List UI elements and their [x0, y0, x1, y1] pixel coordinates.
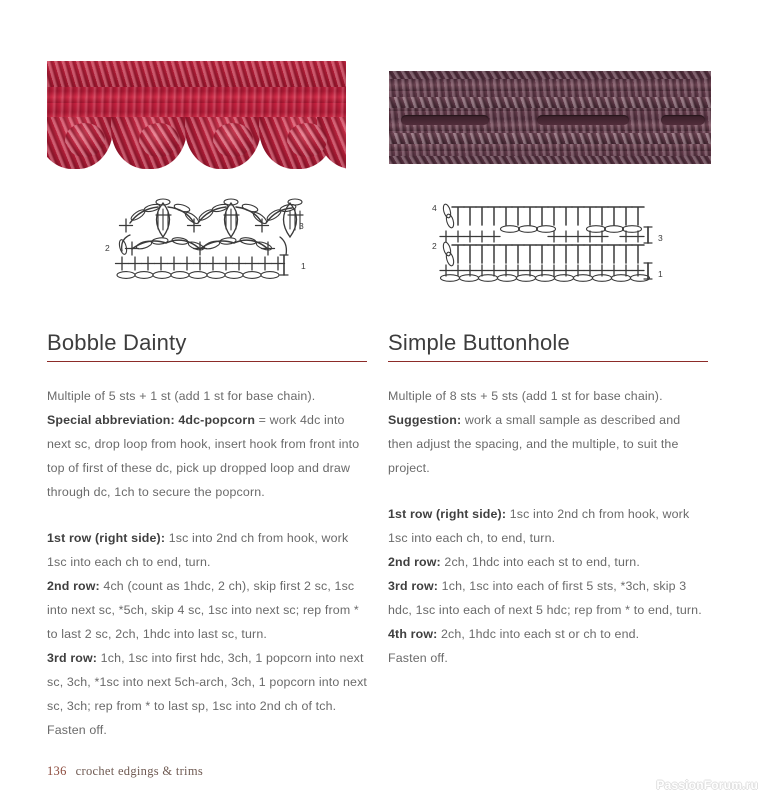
suggestion-text: work a small sample as described and then adjust the spacing, and the multiple, to suit the project.: [388, 413, 681, 476]
popcorn-symbol: [224, 199, 239, 237]
row-label-3: 3: [299, 221, 304, 231]
popcorn-symbol: [156, 199, 171, 237]
bobble-top-row: [47, 61, 346, 87]
special-abbreviation-label: Special abbreviation: 4dc-popcorn: [47, 413, 256, 428]
row-text: 1ch, 1sc into first hdc, 3ch, 1 popcorn into next sc, 3ch, *1sc into next 5ch-arch, 3ch, 1 popcorn into next sc, 3ch; rep from * to last sp, 1sc into 2nd ch of tch.: [47, 651, 368, 714]
row-label-2: 2: [432, 241, 437, 251]
row-label: 2nd row:: [47, 579, 100, 594]
row-instruction: [388, 622, 708, 646]
special-abbreviation-line: [47, 408, 367, 504]
buttonhole-swatch-image: [389, 71, 711, 164]
pattern-body-bobble-dainty: [47, 384, 367, 742]
chain-row: [441, 275, 650, 282]
row-label-2: 2: [105, 243, 110, 253]
row-instruction: [47, 646, 367, 718]
row3-popcorn: [120, 199, 304, 237]
multiple-line: Multiple of 5 sts + 1 st (add 1 st for base chain).: [47, 389, 316, 404]
bobble-dainty-swatch: [47, 61, 346, 171]
bobble-knot: [65, 123, 105, 157]
row-label: 3rd row:: [47, 651, 98, 666]
chart-row-numbers: [432, 203, 663, 279]
page-title-simple-buttonhole: Simple Buttonhole: [388, 330, 570, 355]
chain-row: [117, 272, 279, 279]
page-title-bobble-dainty: Bobble Dainty: [47, 330, 187, 355]
page-number: 136: [47, 764, 67, 778]
buttonhole-slit: [661, 115, 705, 125]
row-instruction: [388, 574, 708, 622]
bobble-swatch-image: [47, 61, 346, 171]
row-label: 1st row (right side):: [47, 531, 166, 546]
buttonhole-slit: [537, 115, 629, 125]
row-label: 2nd row:: [388, 555, 441, 570]
row1-single-crochet: [440, 265, 644, 276]
row-instruction: [47, 526, 367, 574]
row-text: 1ch, 1sc into each of first 5 sts, *3ch, skip 3 hdc, 1sc into each of next 5 hdc; rep from * to end, turn.: [388, 579, 702, 618]
buttonhole-band: [389, 133, 711, 144]
row3-edge: [644, 227, 652, 243]
row-text: 2ch, 1hdc into each st to end, turn.: [440, 555, 640, 570]
row-label: 4th row:: [388, 627, 438, 642]
page-footer: [47, 764, 203, 779]
paragraph-gap: [47, 504, 367, 526]
pattern-body-simple-buttonhole: [388, 384, 708, 670]
row-label-1: 1: [301, 261, 306, 271]
row4-half-double-crochet: [452, 207, 644, 225]
row-label-3: 3: [658, 233, 663, 243]
row-label: 3rd row:: [388, 579, 439, 594]
special-abbreviation-text: = work 4dc into next sc, drop loop from hook, insert hook from front into top of first of these dc, pick up dropped loop and draw through dc, 1ch to secure the popcorn.: [47, 413, 360, 500]
fasten-off-line: Fasten off.: [47, 723, 107, 738]
row3-buttonhole-arch: [501, 226, 642, 233]
bobble-dainty-chart: [104, 193, 310, 285]
simple-buttonhole-chart: [428, 193, 682, 285]
row-text: 2ch, 1hdc into each st or ch to end.: [437, 627, 640, 642]
fasten-off-line: Fasten off.: [388, 651, 448, 666]
row-label-1: 1: [658, 269, 663, 279]
row-instruction: [47, 574, 367, 646]
row2-chain-arches: [118, 235, 286, 255]
pattern-column-bobble-dainty: [47, 331, 367, 742]
buttonhole-bottom-edge: [389, 156, 711, 164]
buttonhole-slit: [401, 115, 489, 125]
bobble-knot: [213, 123, 253, 157]
row-text: 1sc into 2nd ch from hook, work 1sc into each ch to end, turn.: [47, 531, 349, 570]
row-label-4: 4: [432, 203, 437, 213]
suggestion-label: Suggestion:: [388, 413, 462, 428]
row2-half-double-crochet: [452, 245, 644, 263]
footer-book-title: crochet edgings & trims: [75, 764, 204, 778]
suggestion-line: [388, 408, 708, 480]
row1-edge: [644, 263, 652, 279]
pattern-column-simple-buttonhole: [388, 331, 708, 670]
row-text: 4ch (count as 1hdc, 2 ch), skip first 2 sc, 1sc into next sc, *5ch, skip 4 sc, 1sc into next sc; rep from * to last 2 sc, 2ch, 1hdc into last sc, turn.: [47, 579, 359, 642]
watermark: PassionForum.ru: [656, 778, 758, 792]
buttonhole-chart-svg: [428, 193, 682, 285]
bobble-scallop-row: [47, 117, 346, 171]
paragraph-gap: [388, 480, 708, 502]
bobble-knot: [139, 123, 179, 157]
row-instruction: [388, 502, 708, 550]
bobble-knot: [287, 123, 327, 157]
title-rule: [47, 361, 367, 362]
row-text: 1sc into 2nd ch from hook, work 1sc into each ch, to end, turn.: [388, 507, 690, 546]
row-label: 1st row (right side):: [388, 507, 507, 522]
row-instruction: [388, 550, 708, 574]
simple-buttonhole-swatch: [389, 71, 711, 164]
buttonhole-band: [389, 97, 711, 108]
bobble-chart-svg: [104, 193, 310, 285]
buttonhole-top-edge: [389, 71, 711, 79]
multiple-line: Multiple of 8 sts + 5 sts (add 1 st for base chain).: [388, 389, 663, 404]
title-rule: [388, 361, 708, 362]
